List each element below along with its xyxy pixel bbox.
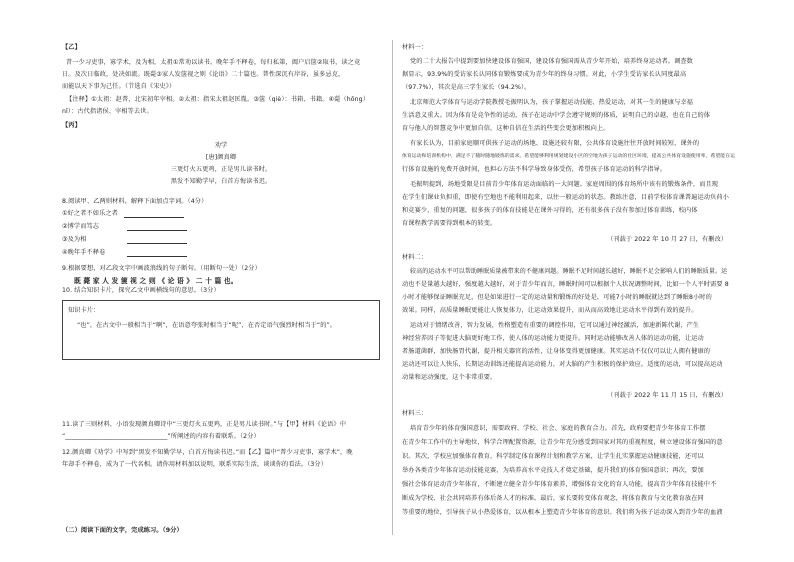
right-column (402, 0, 735, 562)
answer-blank[interactable] (124, 210, 184, 218)
material-text-line: 较高的运动水平可以帮助睡眠质量被带来的不健康问题。睡眠不足时间越长越好，睡眠不足会影响人们的睡眠质量。运 (410, 268, 728, 275)
q8-item-d-text: ④晚年手不释卷 (62, 249, 106, 256)
yi-text-line: 而能以天下事为己任。（节选自《宋史》） (62, 83, 176, 90)
poem-line: 三更灯火五更鸡，正是男儿读书时。 (170, 166, 272, 173)
material-1-heading: 材料一： (402, 44, 428, 51)
material-2-heading: 材料二： (402, 254, 428, 261)
material-text-line: 毛振明提到，场地受限是目前青少年体育运动面临的一大问题。家庭周围的体育场所中该有的锻炼条件，而且现 (410, 181, 719, 188)
answer-blank[interactable] (127, 236, 187, 244)
material-text-line: 育课程教学需要得到根本的转变。 (402, 220, 497, 227)
material-text-line: 育与他人的智慧竞争中更加自信，这种自信在生活的些变会更加积极向上。 (402, 125, 610, 132)
q8-item-b (62, 223, 187, 231)
yi-text-line: 昔一少习吏事，寡学术，及为相，太祖①常劝以读书。晚年手不释卷，每归私第，阖户启箧②取书，读之竟 (66, 59, 361, 66)
answer-blank[interactable] (127, 223, 187, 231)
annotation-line: 【注释】①太祖：赵普，北宋初年宰相。②太祖：指宋太祖赵匡胤。③箧（qiè）：书箱、书籍。④薨（hōng） (66, 96, 369, 103)
q8-item-d (62, 249, 187, 257)
material-text-line: 生活意义重大。因为体育是竞争性的运动，孩子在运动中学会遵守规则的体质，证明自己的卓越，也在自己的体 (402, 112, 711, 119)
material-text-line: 运动对于情绪改善，智力发展，性格塑造有重要的调控作用，它可以通过神经激活，加速新陈代谢，产生 (410, 322, 700, 329)
section-two-heading: （二）阅读下面的文字，完成练习。（9分） (62, 527, 183, 534)
material-text-line: 运动还可以让人快乐，长期运动训练还能提高运动能力，对大脑的产生积极的保护效应。适度的运动，可以提高运动 (402, 361, 723, 368)
material-text-line: 举办各类青少年体育运动技能竞赛，为培养高水平竞技人才奠定基础，提升我们的体育强国意识；再次，要加 (402, 467, 704, 474)
material-text-line: 动也不是量越大越好，强度越大越好，对于青少年而言，睡眠时间可以根据个人状况调整时间，比如一个人平时需要 8 (402, 281, 729, 288)
material-text-line: 等重要的地位，引导孩子从小热爱体育，以从根本上塑造青少年体育的意识。我们将为孩子运动深入到青少年的血液 (402, 509, 723, 516)
knowledge-card (62, 300, 380, 360)
material-text-line: 党的二十大报告中提到要加快建设体育强国，建设体育强国需从青少年开始，培养终身运动者。调查数 (410, 58, 693, 65)
material-2-source: （刊载于 2022 年 11 月 15 日，有删改） (607, 392, 728, 399)
material-text-line: 据显示，93.9%的受访家长认同体育锻炼要成为青少年的终身习惯。对此，小学生受访家长认同度最高 (402, 71, 687, 78)
material-text-line: 神经营养因子等促进大脑更好地工作，使人体的运动能力更提升。同时运动能够改善人体的运动功能，让运动 (402, 335, 704, 342)
material-text-line: 动量和运动强度，这个非常重要。 (402, 374, 497, 381)
material-text-line: 识。其次，学校应加强体育教育，科学制定体育课程计划和教学方案，让学生扎实掌握运动健康技能，还可以 (402, 453, 704, 460)
question-9: 9.根据要想，对乙段文字中画波浪线的句子断句。（用断句一处）（2分） (62, 265, 261, 272)
material-text-line: 行体育设施的免费开放时间，也担心方法不科学导致身体受伤，希望孩子体育运动的科学指导。 (402, 166, 667, 173)
material-text-line: 在青少年工作中的主导地位，科学合理配置资源，让青少年充分感受到国家对其的重视程度，树立建设体育强国的意 (402, 439, 723, 446)
material-text-line: 和竞赛少，重复的问题，很多孩子的体育技能是在课外习得的，还有很多孩子没有参加过体育训练，校内体 (402, 207, 698, 214)
annotation-line: nǐ）：古代指诸侯、宰相等去世。 (62, 108, 153, 115)
question-12-line: 年却手不释卷，成为了一代名相。请你用材料加以说明，联系实际生活，谈谈你的看法。（3分） (62, 461, 328, 468)
q8-item-a (62, 210, 184, 218)
question-11: 11.读了三则材料，小语发现颜真卿诗中“三更灯火五更鸡，正是男儿读书时。”与【甲】材料《论语》中 (62, 421, 347, 428)
material-text-line: 培育青少年的体育强国意识，需要政府、学校、社会、家庭的教育合力。首先，政府要把青少年体育工作摆 (410, 425, 706, 432)
knowledge-card-text: “也”，在古文中一般相当于“啊”，在语意夸张时相当于“呢”，在否定语气强烈时相当于“的”。 (77, 322, 337, 329)
answer-blank[interactable] (127, 249, 187, 257)
poem-author: [唐]颜真卿 (205, 154, 237, 161)
knowledge-card-title: 知识卡片： (68, 307, 100, 314)
question-10: 10. 结合知识卡片，探究乙文中画横线句的意思。（3分） (62, 287, 220, 294)
q8-item-b-text: ②博学而笃志 (62, 223, 100, 230)
material-text-line: 者肠道菌群，加快肠胃代谢，提升相关器官的活性，让身体变得更加健康。其实运动不仅仅可以让人拥有健康的 (402, 348, 711, 355)
q9-sentence: 既 薨 家 人 发 箧 视 之 则 《 论 语 》 二 十 篇 也。 (74, 277, 238, 285)
left-column (62, 0, 380, 562)
question-11-blank-line: “________________________________”所阐述的内容有着联系。（2分） (62, 433, 260, 440)
section-yi-label: 【乙】 (62, 44, 81, 51)
q8-item-a-text: ①好之者不如乐之者 (62, 210, 118, 217)
q8-item-c (62, 236, 187, 244)
material-text-line: 效果。同样，高质量睡眠更能让人恢复体力，让运动效果提升，而从而高效地让运动水平得到有效的提升。 (402, 307, 698, 314)
column-divider (392, 40, 393, 535)
material-text-line: 在学生们课业负担重，即使有空地也不能利用起来，以往一般运动的状态。教练注意，目前学校体育课普遍运动负荷小 (402, 194, 729, 201)
material-text-line: 断成为学校、社会共同培养有体后备人才的标准。最后，家长要转变体育观念，将体育教育与文化教育放在同 (402, 495, 704, 502)
question-8: 8.阅读甲、乙两则材料，解释下面加点字词。（4分） (62, 198, 208, 205)
q8-item-c-text: ③及为相 (62, 236, 87, 243)
question-12: 12.颜真卿《劝学》中写到“黑发不知勤学早，白首方悔读书迟。”而【乙】篇中“普少习吏事，寡学术”，晚 (62, 449, 353, 456)
material-text-line: 强社会体育运动青少年体育，不断建立健全青少年体育素养，增强体育文化的育人功能，提高青少年体育技能中不 (402, 481, 717, 488)
material-text-line: （97.7%），其次是高三学生家长（94.2%）。 (402, 84, 531, 91)
material-text-line: 有家长认为，目前家庭顺可供孩子运动的场地、设施还较有限，公共体育设施往往开放时间较短，课外的 (410, 140, 700, 147)
poem-title: 劝学 (214, 142, 228, 149)
poem-line: 黑发不知勤学早，白首方悔读书迟。 (170, 178, 272, 185)
section-bing-label: 【丙】 (62, 122, 81, 129)
material-text-line: 北京师范大学体育与运动学院教授毛振明认为，孩子掌握运动技能、热爱运动，对其一生的健康与幸福 (410, 99, 693, 106)
material-3-heading: 材料三： (402, 410, 428, 417)
material-text-line: 体育运动和培训机构中，满足不了随时随地锻炼的需求。希望能够利用规划建设小区的空地为孩子运动的社区环境，提高公共体育设施使用率，希望能在运 (402, 154, 735, 159)
material-1-source: （刊载于 2022 年 10 月 27 日，有删改） (607, 236, 728, 243)
yi-text-line: 日。及次日临政，处决如流。既薨③家人发箧视之则《论语》二十篇也。普性深沉有岸谷，虽多忌克， (62, 71, 345, 78)
material-text-line: 小时才能够保证睡眠充足，但是如果进行一定的运动量和锻炼的好处是，可能7小时的睡眠就达到了睡眠8小时的 (402, 294, 712, 301)
